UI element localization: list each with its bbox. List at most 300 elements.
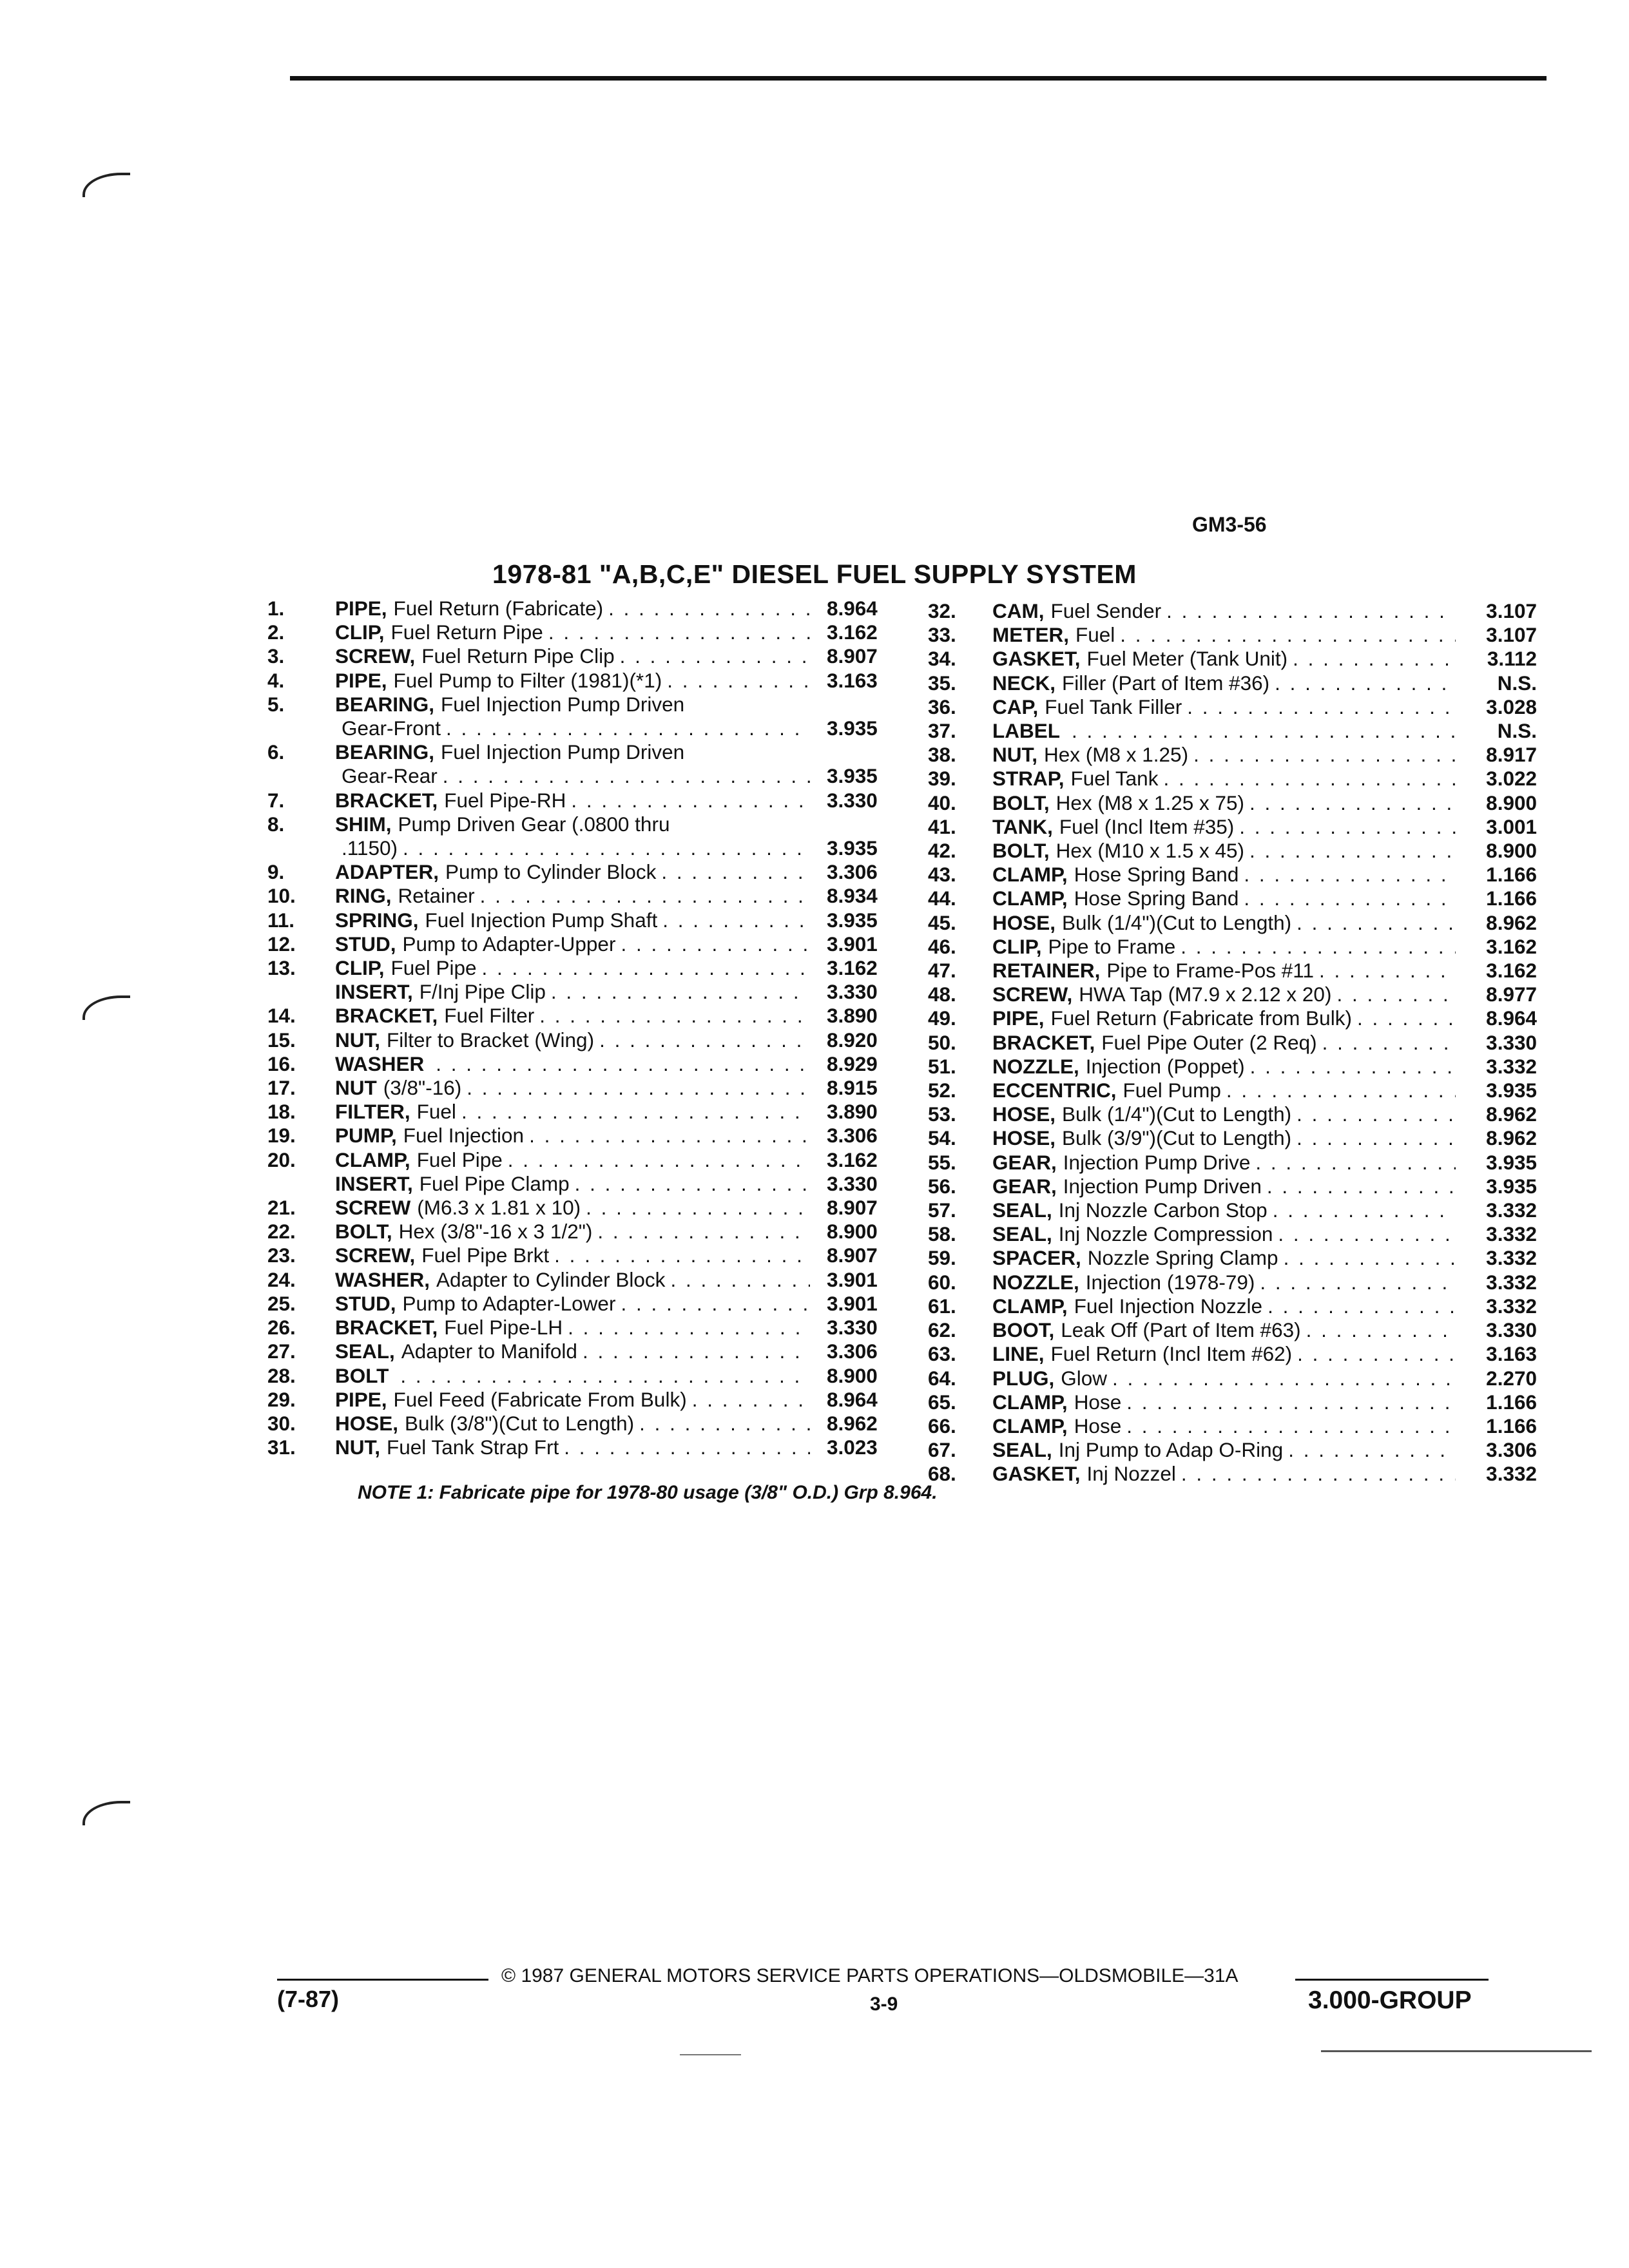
leader-dots [1166, 599, 1456, 623]
part-text [335, 860, 827, 884]
part-number: 9. [267, 860, 285, 884]
part-description: Inj Nozzel [1086, 1462, 1176, 1486]
group-code: 3.330 [1486, 1030, 1537, 1054]
part-name: NUT, [335, 1028, 380, 1052]
group-code: 8.915 [827, 1076, 878, 1100]
leader-dots [608, 597, 810, 620]
part-text [992, 983, 1472, 1006]
part-number: 20. [267, 1148, 296, 1171]
leader-dots [1336, 983, 1456, 1006]
leader-dots [1296, 1126, 1456, 1150]
group-code: 3.935 [827, 908, 878, 932]
group-code: 3.330 [827, 1316, 878, 1340]
part-text [335, 1076, 827, 1100]
part-number: 54. [928, 1126, 956, 1150]
group-code: 8.917 [1486, 743, 1537, 767]
part-description: Fuel Tank Filler [1045, 695, 1182, 718]
part-text [992, 1294, 1472, 1318]
group-code: 3.107 [1486, 623, 1537, 647]
part-name: SEAL, [992, 1438, 1052, 1462]
part-text [335, 932, 827, 956]
part-name: HOSE, [335, 1411, 399, 1435]
part-text [335, 1364, 827, 1388]
part-description: Fuel Tank [1070, 767, 1159, 791]
leader-dots [670, 1268, 810, 1292]
part-text [335, 908, 827, 932]
part-row [267, 693, 899, 716]
part-description: .1150) [342, 836, 398, 860]
part-description: Fuel [416, 1100, 456, 1124]
part-description: Bulk (3/8")(Cut to Length) [405, 1411, 635, 1435]
part-name: RETAINER, [992, 959, 1101, 983]
part-name: CAM, [992, 599, 1045, 622]
part-name: SEAL, [992, 1222, 1052, 1246]
part-row [928, 719, 1537, 743]
part-name: STRAP, [992, 767, 1065, 791]
leader-dots [446, 716, 810, 740]
leader-dots [1250, 1055, 1456, 1079]
leader-dots [1273, 1198, 1456, 1222]
group-code: 3.306 [1486, 1438, 1537, 1462]
part-number: 3. [267, 644, 285, 668]
part-row [928, 935, 1537, 959]
part-number: 60. [928, 1270, 956, 1294]
group-code: 3.901 [827, 932, 878, 956]
part-text [992, 767, 1472, 791]
group-code: 8.964 [827, 597, 878, 620]
part-row [267, 956, 899, 980]
part-number: 45. [928, 910, 956, 934]
part-text [335, 597, 827, 620]
part-text [992, 1198, 1472, 1222]
part-description: Fuel Return Pipe [390, 620, 543, 644]
part-description: Fuel Sender [1050, 599, 1162, 622]
part-name: SPRING, [335, 908, 419, 932]
part-name: CLAMP, [992, 863, 1068, 887]
part-number: 17. [267, 1076, 296, 1100]
group-code: 3.112 [1487, 647, 1537, 671]
part-text [992, 791, 1472, 815]
part-name: NUT [335, 1076, 377, 1100]
part-text [992, 1318, 1472, 1342]
leader-dots [1193, 743, 1456, 767]
part-description: Fuel Return (Fabricate) [393, 597, 604, 620]
part-number: 11. [267, 908, 295, 932]
part-description: Fuel Feed (Fabricate From Bulk) [393, 1387, 687, 1411]
part-text [335, 884, 827, 908]
part-name: SEAL, [335, 1340, 395, 1363]
part-text [992, 1031, 1472, 1055]
leader-dots [571, 789, 810, 812]
part-name: BRACKET, [992, 1030, 1095, 1054]
part-description: Inj Pump to Adap O-Ring [1058, 1438, 1284, 1462]
group-code: 8.962 [1486, 1126, 1537, 1150]
leader-dots [661, 860, 810, 884]
part-number: 29. [267, 1387, 296, 1411]
part-row [267, 812, 899, 836]
group-code: 3.330 [827, 980, 878, 1004]
footer-rule [277, 1979, 488, 1981]
part-number: 37. [928, 719, 956, 743]
group-code: 8.907 [827, 644, 878, 668]
part-row [267, 1412, 899, 1436]
part-row [267, 716, 899, 740]
binder-mark [82, 1801, 130, 1825]
leader-dots [1357, 1006, 1456, 1030]
binder-mark [82, 173, 130, 197]
part-row [928, 647, 1537, 671]
revision-date: (7-87) [277, 1986, 340, 2012]
group-code: 3.163 [827, 668, 878, 692]
part-name: PLUG, [992, 1366, 1055, 1390]
part-number: 18. [267, 1100, 296, 1124]
leader-dots [1293, 647, 1456, 671]
part-row [928, 1222, 1537, 1246]
part-text [335, 1172, 827, 1196]
part-text [335, 1436, 827, 1459]
part-name: BOLT, [992, 839, 1050, 863]
part-description: Fuel Injection Pump Driven [441, 740, 685, 764]
part-row [928, 959, 1537, 983]
group-code: 3.332 [1486, 1294, 1537, 1318]
part-name: BEARING, [335, 740, 435, 764]
leader-dots [1126, 1414, 1456, 1438]
part-number: 30. [267, 1411, 296, 1435]
part-row [267, 1268, 899, 1292]
part-row [267, 932, 899, 956]
leader-dots [1112, 1367, 1456, 1390]
part-row [267, 1076, 899, 1100]
group-code: 8.920 [827, 1028, 878, 1052]
part-text [335, 1052, 827, 1076]
part-number: 42. [928, 839, 956, 863]
leader-dots [554, 1244, 810, 1267]
group-code: 3.935 [827, 836, 878, 860]
part-name: NUT, [335, 1436, 380, 1459]
leader-dots [1267, 1175, 1456, 1198]
part-number: 68. [928, 1462, 956, 1486]
leader-dots [461, 1100, 810, 1124]
part-text [992, 1006, 1472, 1030]
leader-dots [1226, 1079, 1456, 1102]
part-description: Fuel Return Pipe Clip [421, 644, 615, 668]
part-name: STUD, [335, 932, 396, 956]
part-number: 65. [928, 1390, 956, 1414]
page-title: 1978-81 "A,B,C,E" DIESEL FUEL SUPPLY SYSTEM [492, 559, 1137, 589]
leader-dots [662, 908, 810, 932]
group-code: 8.900 [1486, 791, 1537, 814]
part-number: 61. [928, 1294, 956, 1318]
part-name: HOSE, [992, 1102, 1056, 1126]
part-number: 6. [267, 740, 285, 764]
part-description: Fuel Pipe Outer (2 Req) [1101, 1030, 1317, 1054]
part-row [928, 1318, 1537, 1342]
part-description: Fuel Return (Fabricate from Bulk) [1050, 1006, 1352, 1030]
part-row [267, 1148, 899, 1172]
leader-dots [1181, 1462, 1456, 1486]
part-number: 33. [928, 623, 956, 647]
part-text [335, 1244, 827, 1267]
part-row [267, 836, 899, 860]
part-description: Glow [1061, 1366, 1108, 1390]
part-text [992, 1246, 1472, 1270]
group-code: 8.934 [827, 884, 878, 908]
part-name: SEAL, [992, 1198, 1052, 1222]
part-number: 22. [267, 1220, 296, 1244]
part-row [928, 887, 1537, 910]
part-description: Fuel Meter (Tank Unit) [1086, 647, 1288, 671]
part-text [335, 1388, 827, 1412]
group-code: 3.935 [827, 716, 878, 740]
part-text [335, 1340, 827, 1363]
part-row [267, 860, 899, 884]
group-code: 8.977 [1486, 983, 1537, 1006]
part-text [335, 620, 827, 644]
binder-mark [82, 995, 130, 1020]
part-name: LABEL [992, 719, 1060, 743]
group-code: N.S. [1497, 671, 1537, 695]
part-row [928, 1414, 1537, 1438]
part-name: HOSE, [992, 1126, 1056, 1150]
part-text [335, 716, 827, 740]
group-code: 3.306 [827, 860, 878, 884]
part-number: 59. [928, 1246, 956, 1270]
leader-dots [597, 1220, 810, 1244]
part-name: GASKET, [992, 1462, 1081, 1486]
part-row [267, 597, 899, 620]
part-text [992, 839, 1472, 863]
part-name: BOLT, [992, 791, 1050, 814]
group-code: 3.162 [827, 956, 878, 980]
leader-dots [551, 980, 810, 1004]
part-row [267, 1388, 899, 1412]
group-code: 3.330 [1486, 1318, 1537, 1342]
part-description: Gear-Front [342, 716, 441, 740]
part-name: ECCENTRIC, [992, 1079, 1117, 1102]
leader-dots [1072, 719, 1456, 743]
part-text [992, 623, 1472, 647]
part-description: Fuel Tank Strap Frt [387, 1436, 559, 1459]
part-name: STUD, [335, 1291, 396, 1315]
part-row [267, 1052, 899, 1076]
part-text [335, 740, 827, 764]
part-name: BOLT [335, 1363, 389, 1387]
part-name: FILTER, [335, 1100, 410, 1124]
part-number: 67. [928, 1438, 956, 1462]
leader-dots [443, 764, 810, 788]
part-row [928, 1102, 1537, 1126]
part-number: 24. [267, 1267, 296, 1291]
group-code: 3.023 [827, 1436, 878, 1459]
group-code: 8.900 [1486, 839, 1537, 863]
part-number: 51. [928, 1054, 956, 1078]
part-text [335, 812, 827, 836]
part-number: 7. [267, 788, 285, 812]
part-name: ADAPTER, [335, 860, 439, 884]
part-description: Hose Spring Band [1074, 887, 1239, 910]
group-code: 8.962 [827, 1411, 878, 1435]
part-row [928, 1367, 1537, 1390]
part-number: 55. [928, 1150, 956, 1174]
group-code: 3.107 [1486, 599, 1537, 622]
part-row [928, 839, 1537, 863]
part-text [335, 1268, 827, 1292]
part-text [335, 1196, 827, 1220]
part-description: Pump Driven Gear (.0800 thru [398, 812, 670, 836]
part-number: 16. [267, 1052, 296, 1075]
part-description: Fuel Injection Pump Driven [441, 692, 685, 716]
part-name: TANK, [992, 814, 1053, 838]
part-text [992, 1102, 1472, 1126]
part-description: Hose [1074, 1414, 1122, 1437]
leader-dots [1268, 1294, 1456, 1318]
leader-dots [1306, 1318, 1456, 1342]
part-row [267, 908, 899, 932]
group-code: 3.028 [1486, 695, 1537, 718]
part-description: Adapter to Cylinder Block [436, 1267, 666, 1291]
part-row [928, 1031, 1537, 1055]
part-row [267, 884, 899, 908]
group-code: 8.907 [827, 1196, 878, 1220]
part-description: Adapter to Manifold [401, 1340, 577, 1363]
footer-rule [1295, 1979, 1489, 1981]
part-row [928, 599, 1537, 623]
part-name: BRACKET, [335, 1004, 438, 1028]
part-number: 62. [928, 1318, 956, 1342]
part-text [335, 1412, 827, 1436]
footnote: NOTE 1: Fabricate pipe for 1978-80 usage (3/8" O.D.) Grp 8.964. [358, 1482, 938, 1503]
part-name: BEARING, [335, 692, 435, 716]
part-number: 28. [267, 1363, 296, 1387]
part-row [928, 671, 1537, 695]
part-number: 15. [267, 1028, 296, 1052]
leader-dots [508, 1148, 810, 1172]
part-name: CLAMP, [992, 1294, 1068, 1318]
part-row [928, 1006, 1537, 1030]
part-name: SCREW, [335, 644, 416, 668]
part-text [992, 719, 1472, 743]
part-text [335, 956, 827, 980]
part-name: NOZZLE, [992, 1054, 1079, 1078]
group-code: 1.166 [1486, 1414, 1537, 1437]
part-row [928, 1079, 1537, 1102]
part-number: 52. [928, 1079, 956, 1102]
part-name: NUT, [992, 743, 1037, 767]
part-name: CLAMP, [335, 1148, 410, 1171]
leader-dots [1249, 791, 1456, 815]
leader-dots [599, 1028, 810, 1052]
parts-list-left [267, 597, 899, 1459]
part-description: (3/8"-16) [383, 1076, 462, 1100]
part-number: 12. [267, 932, 296, 956]
part-text [992, 1175, 1472, 1198]
part-text [335, 1220, 827, 1244]
leader-dots [529, 1124, 810, 1148]
leader-dots [1296, 911, 1456, 935]
group-code: 3.332 [1486, 1462, 1537, 1486]
part-name: SCREW, [992, 983, 1073, 1006]
part-number: 47. [928, 959, 956, 983]
part-row [928, 1055, 1537, 1079]
part-description: Injection Pump Driven [1063, 1174, 1262, 1198]
part-number: 36. [928, 695, 956, 718]
part-description: Hex (M8 x 1.25) [1044, 743, 1189, 767]
part-number: 56. [928, 1174, 956, 1198]
part-description: Bulk (1/4")(Cut to Length) [1062, 910, 1292, 934]
part-number: 58. [928, 1222, 956, 1246]
leader-dots [1255, 1151, 1456, 1175]
part-text [992, 1367, 1472, 1390]
part-name: SPACER, [992, 1246, 1081, 1270]
part-text [992, 695, 1472, 719]
leader-dots [1187, 695, 1456, 719]
group-code: 8.962 [1486, 910, 1537, 934]
part-text [335, 693, 827, 716]
part-row [928, 1438, 1537, 1462]
part-number: 64. [928, 1366, 956, 1390]
group-code: 3.935 [1486, 1079, 1537, 1102]
leader-dots [1275, 671, 1456, 695]
part-description: (M6.3 x 1.81 x 10) [417, 1196, 581, 1220]
part-description: Pipe to Frame-Pos #11 [1106, 959, 1314, 983]
leader-dots [436, 1052, 810, 1076]
group-code: 3.162 [1486, 934, 1537, 958]
part-name: INSERT, [335, 1171, 413, 1195]
page-number: 3-9 [870, 1994, 898, 2015]
part-name: SCREW [335, 1196, 411, 1220]
part-name: GEAR, [992, 1174, 1057, 1198]
part-row [267, 1196, 899, 1220]
part-number: 5. [267, 692, 285, 716]
part-description: Pump to Adapter-Upper [402, 932, 616, 956]
part-name: NOZZLE, [992, 1270, 1079, 1294]
group-code: 2.270 [1486, 1366, 1537, 1390]
part-description: Bulk (1/4")(Cut to Length) [1062, 1102, 1292, 1126]
group-code: 1.166 [1486, 1390, 1537, 1414]
part-number: 38. [928, 743, 956, 767]
part-description: Injection (1978-79) [1085, 1270, 1255, 1294]
leader-dots [467, 1076, 810, 1100]
leader-dots [1260, 1271, 1456, 1294]
part-row [928, 1462, 1537, 1486]
leader-dots [1239, 815, 1456, 839]
part-text [992, 1151, 1472, 1175]
leader-dots [621, 932, 810, 956]
part-description: Fuel Pipe-LH [444, 1316, 563, 1340]
part-text [335, 669, 827, 693]
part-name: INSERT, [335, 980, 413, 1004]
group-code: 8.964 [1486, 1006, 1537, 1030]
part-text [335, 980, 827, 1004]
part-name: NECK, [992, 671, 1056, 695]
part-text [335, 764, 827, 788]
leader-dots [586, 1196, 810, 1220]
part-row [928, 623, 1537, 647]
part-number: 49. [928, 1006, 956, 1030]
part-number: 35. [928, 671, 956, 695]
part-text [992, 1342, 1472, 1366]
group-code: 3.890 [827, 1004, 878, 1028]
part-text [992, 935, 1472, 959]
part-number: 2. [267, 620, 285, 644]
part-number: 57. [928, 1198, 956, 1222]
part-text [335, 1316, 827, 1340]
group-code: 3.162 [827, 620, 878, 644]
part-name: PIPE, [992, 1006, 1045, 1030]
leader-dots [692, 1388, 810, 1412]
part-text [335, 1100, 827, 1124]
group-code: 3.332 [1486, 1198, 1537, 1222]
